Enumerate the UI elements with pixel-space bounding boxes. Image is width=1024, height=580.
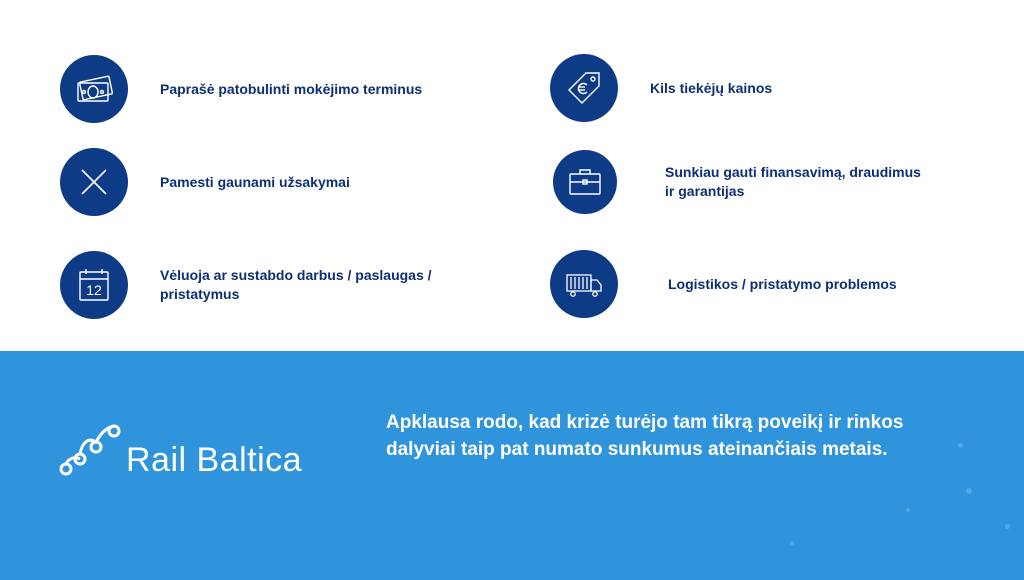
cross-icon [60, 148, 128, 216]
issue-label: Logistikos / pristatymo problemos [668, 275, 897, 292]
issue-item-financing [553, 150, 921, 214]
decorative-dot [790, 541, 794, 545]
rail-baltica-logo [58, 423, 302, 483]
survey-summary: Apklausa rodo, kad krizė turėjo tam tikrą poveikį ir rinkos dalyviai taip pat numato sunkumus ateinančiais metais. [386, 412, 904, 460]
euro-price-tag-icon [550, 54, 618, 122]
decorative-dot [966, 488, 972, 494]
decorative-dot [1005, 524, 1010, 529]
decorative-dot [906, 508, 910, 512]
issue-item-payment-terms [60, 55, 422, 123]
issue-label: Paprašė patobulinti mokėjimo terminus [160, 80, 423, 97]
money-icon [60, 55, 128, 123]
logo-mark-icon [58, 423, 122, 483]
issue-item-logistics [550, 250, 897, 318]
info-banner [0, 351, 1024, 580]
issue-label: Pamesti gaunami užsakymai [160, 173, 350, 190]
issue-item-supplier-prices [550, 54, 772, 122]
brand-name: Rail Baltica [126, 440, 303, 479]
issue-item-delays [60, 251, 432, 319]
calendar-number: 12 [86, 282, 102, 298]
truck-icon [550, 250, 618, 318]
decorative-dot [958, 443, 963, 448]
calendar-icon [60, 251, 128, 319]
issue-label: Vėluoja ar sustabdo darbus / paslaugas / pristatymus [160, 267, 432, 302]
issue-item-lost-orders [60, 148, 350, 216]
issue-label: Sunkiau gauti finansavimą, draudimus ir garantijas [665, 164, 921, 199]
issue-label: Kils tiekėjų kainos [650, 79, 773, 96]
briefcase-icon [553, 150, 617, 214]
